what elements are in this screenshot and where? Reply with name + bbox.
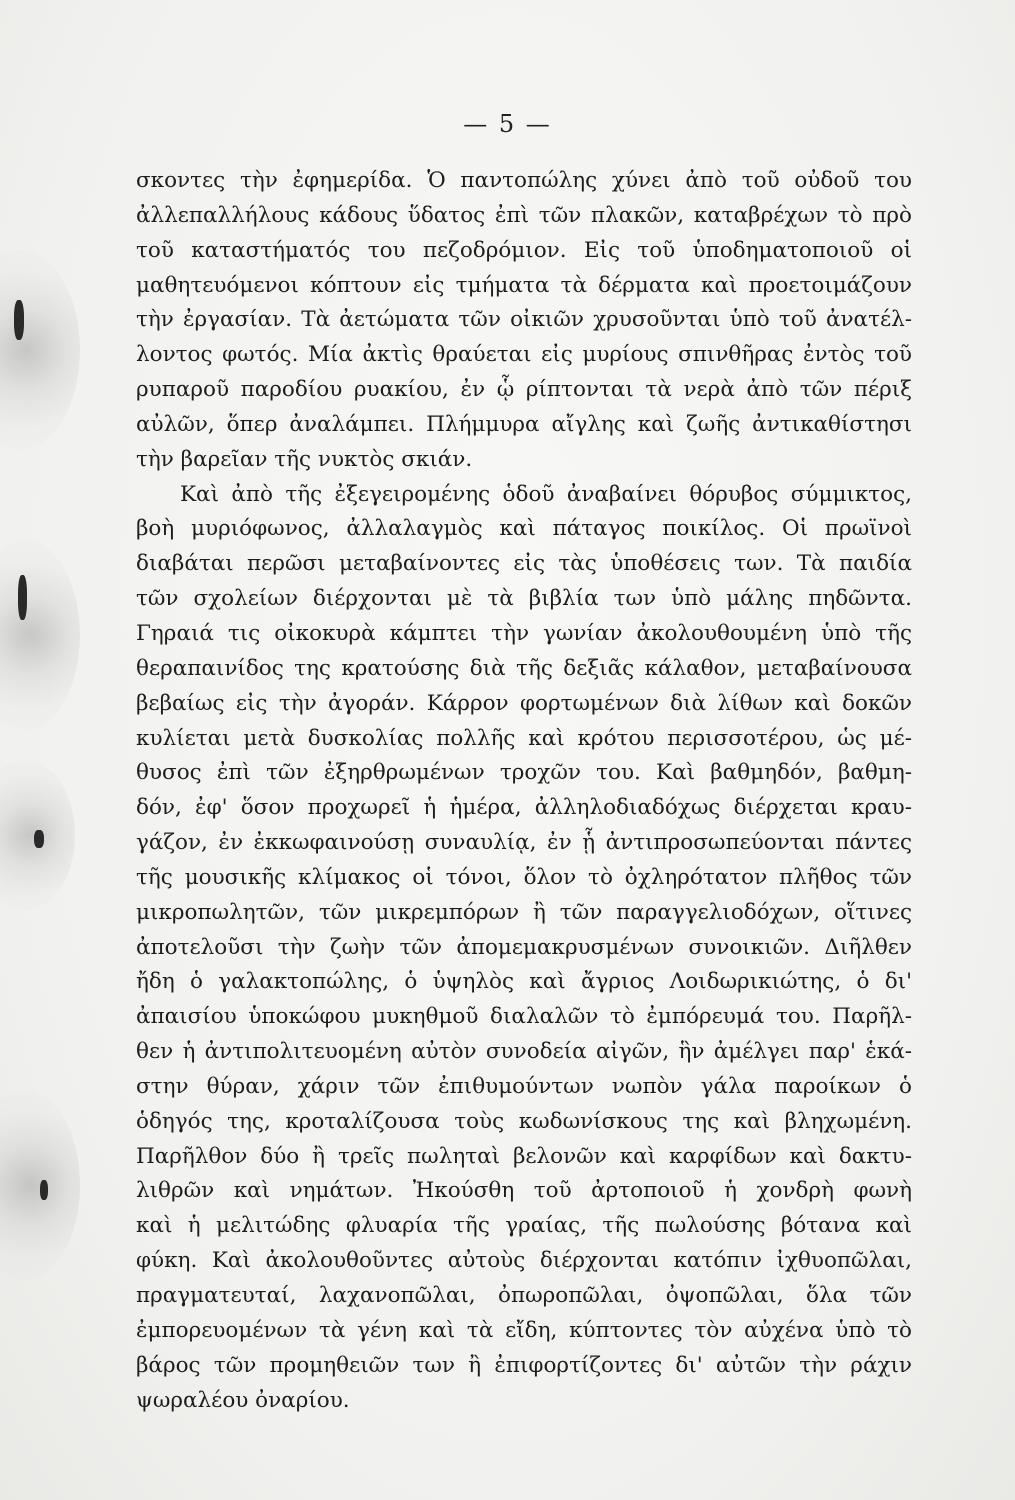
text-line: λοντος φωτός. Μία ἀκτὶς θραύεται εἰς μυρίους σπινθῆρας ἐντὸς τοῦ <box>136 342 912 368</box>
text-line: θεν ἡ ἀντιπολιτευομένη αὐτὸν συνοδεία αἰγῶν, ἣν ἀμέλγει παρ' ἑκά- <box>136 1039 912 1065</box>
text-line: τῆς μουσικῆς κλίμακος οἱ τόνοι, ὅλον τὸ ὀχληρότατον πλῆθος τῶν <box>136 864 912 890</box>
text-line: καὶ ἡ μελιτώδης φλυαρία τῆς γραίας, τῆς πωλούσης βότανα καὶ <box>136 1213 912 1239</box>
stain-1 <box>0 250 80 450</box>
stain-2 <box>0 540 80 730</box>
text-line: φύκη. Καὶ ἀκολουθοῦντες αὐτοὺς διέρχονται κατόπιν ἰχθυοπῶλαι, <box>136 1248 912 1274</box>
text-line: μικροπωλητῶν, τῶν μικρεμπόρων ἢ τῶν παραγγελιοδόχων, οἵτινες <box>136 899 912 925</box>
text-line: Παρῆλθον δύο ἢ τρεῖς πωληταὶ βελονῶν καὶ καρφίδων καὶ δακτυ- <box>136 1143 912 1169</box>
text-line: μαθητευόμενοι κόπτουν εἰς τμήματα τὰ δέρματα καὶ προετοιμάζουν <box>136 272 912 298</box>
text-line: ρυπαροῦ παροδίου ρυακίου, ἐν ᾧ ρίπτονται τὰ νερὰ ἀπὸ τῶν πέριξ <box>136 377 912 403</box>
text-line: γάζον, ἐν ἐκκωφαινούσῃ συναυλίᾳ, ἐν ᾗ ἀντιπροσωπεύονται πάντες <box>136 830 912 856</box>
text-line: θεραπαινίδος της κρατούσης διὰ τῆς δεξιᾶς κάλαθον, μεταβαίνουσα <box>136 655 912 681</box>
text-line: αὐλῶν, ὅπερ ἀναλάμπει. Πλήμμυρα αἴγλης καὶ ζωῆς ἀντικαθίστησι <box>136 411 912 437</box>
text-line: ἀποτελοῦσι τὴν ζωὴν τῶν ἀπομεμακρυσμένων συνοικιῶν. Διῆλθεν <box>136 934 912 960</box>
page-number: — 5 — <box>463 110 552 138</box>
text-line: στην θύραν, χάριν τῶν ἐπιθυμούντων νωπὸν γάλα παροίκων ὁ <box>136 1073 912 1099</box>
text-line: λιθρῶν καὶ νημάτων. Ἠκούσθη τοῦ ἀρτοποιοῦ ἡ χονδρὴ φωνὴ <box>136 1178 912 1204</box>
text-line: τοῦ καταστήματός του πεζοδρόμιον. Εἰς τοῦ ὑποδηματοποιοῦ οἱ <box>136 237 912 263</box>
speck-4 <box>40 1180 48 1200</box>
text-line: θυσος ἐπὶ τῶν ἐξηρθρωμένων τροχῶν του. Καὶ βαθμηδόν, βαθμη- <box>136 760 912 786</box>
text-line: Γηραιά τις οἰκοκυρὰ κάμπτει τὴν γωνίαν ἀκολουθουμένη ὑπὸ τῆς <box>136 620 912 646</box>
text-line: πραγματευταί, λαχανοπῶλαι, ὀπωροπῶλαι, ὀψοπῶλαι, ὅλα τῶν <box>136 1283 912 1308</box>
text-line: τῶν σχολείων διέρχονται μὲ τὰ βιβλία των ὑπὸ μάλης πηδῶντα. <box>136 586 912 612</box>
text-line: Καὶ ἀπὸ τῆς ἐξεγειρομένης ὁδοῦ ἀναβαίνει θόρυβος σύμμικτος, <box>180 481 912 507</box>
text-line: ἀλλεπαλλήλους κάδους ὕδατος ἐπὶ τῶν πλακῶν, καταβρέχων τὸ πρὸ <box>136 202 912 228</box>
text-line: ἤδη ὁ γαλακτοπώλης, ὁ ὑψηλὸς καὶ ἄγριος Λοιδωρικιώτης, ὁ δι' <box>136 969 912 995</box>
text-line: σκοντες τὴν ἐφημερίδα. Ὁ παντοπώλης χύνει ἀπὸ τοῦ οὐδοῦ του <box>136 168 912 193</box>
speck-1 <box>14 300 24 340</box>
body-text <box>136 164 912 1418</box>
speck-3 <box>34 830 44 848</box>
text-line: κυλίεται μετὰ δυσκολίας πολλῆς καὶ κρότου περισσοτέρου, ὡς μέ- <box>136 725 912 751</box>
text-line: ἀπαισίου ὑποκώφου μυκηθμοῦ διαλαλῶν τὸ ἐμπόρευμά του. Παρῆλ- <box>136 1004 912 1030</box>
text-line: ἐμπορευομένων τὰ γένη καὶ τὰ εἴδη, κύπτοντες τὸν αὐχένα ὑπὸ τὸ <box>136 1317 912 1343</box>
text-line: τὴν ἐργασίαν. Τὰ ἀετώματα τῶν οἰκιῶν χρυσοῦνται ὑπὸ τοῦ ἀνατέλ- <box>136 307 912 333</box>
text-line: δόν, ἐφ' ὅσον προχωρεῖ ἡ ἡμέρα, ἀλληλοδιαδόχως διέρχεται κραυ- <box>136 795 912 821</box>
speck-2 <box>18 575 27 620</box>
text-line: ψωραλέου ὀναρίου. <box>136 1387 350 1413</box>
text-line: βεβαίως εἰς τὴν ἀγοράν. Κάρρον φορτωμένων διὰ λίθων καὶ δοκῶν <box>136 690 912 716</box>
text-line: βοὴ μυριόφωνος, ἀλλαλαγμὸς καὶ πάταγος ποικίλος. Οἱ πρωϊνοὶ <box>136 516 912 542</box>
text-line: διαβάται περῶσι μεταβαίνοντες εἰς τὰς ὑποθέσεις των. Τὰ παιδία <box>136 551 912 577</box>
text-line: τὴν βαρεῖαν τῆς νυκτὸς σκιάν. <box>136 446 473 472</box>
text-line: ὁδηγός της, κροταλίζουσα τοὺς κωδωνίσκους της καὶ βληχωμένη. <box>136 1108 912 1134</box>
text-line: βάρος τῶν προμηθειῶν των ἢ ἐπιφορτίζοντες δι' αὐτῶν τὴν ράχιν <box>136 1352 912 1378</box>
